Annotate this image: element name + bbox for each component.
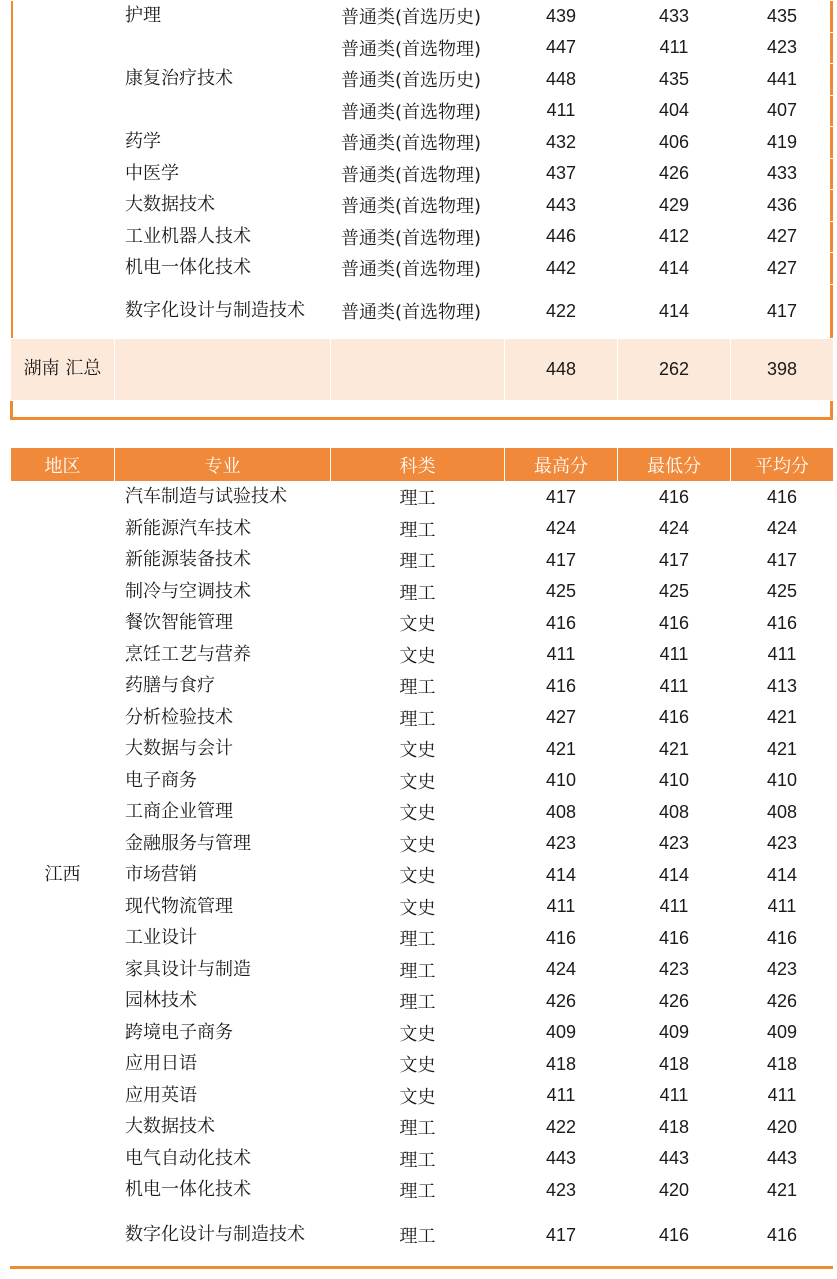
- min-score-cell: 411: [618, 32, 731, 64]
- category-cell: 理工: [331, 1175, 505, 1207]
- category-cell: 理工: [331, 671, 505, 703]
- max-score-cell: 417: [505, 482, 618, 514]
- max-score-cell: 422: [505, 1112, 618, 1144]
- min-score-cell: 443: [618, 1143, 731, 1175]
- avg-score-cell: 425: [731, 576, 834, 608]
- summary-max-score: 448: [505, 338, 618, 400]
- major-cell: 康复治疗技术: [115, 64, 331, 96]
- table-row: [11, 284, 834, 338]
- major-cell: [115, 95, 331, 127]
- header-max-score: 最高分: [505, 448, 618, 482]
- avg-score-cell: 417: [731, 545, 834, 577]
- max-score-cell: 424: [505, 954, 618, 986]
- table-row: [11, 64, 834, 96]
- avg-score-cell: 416: [731, 1206, 834, 1264]
- min-score-cell: 423: [618, 828, 731, 860]
- major-cell: 大数据技术: [115, 190, 331, 222]
- category-cell: 理工: [331, 513, 505, 545]
- min-score-cell: 426: [618, 986, 731, 1018]
- avg-score-cell: 420: [731, 1112, 834, 1144]
- avg-score-cell: 416: [731, 923, 834, 955]
- avg-score-cell: 424: [731, 513, 834, 545]
- min-score-cell: 424: [618, 513, 731, 545]
- max-score-cell: 416: [505, 923, 618, 955]
- category-cell: 文史: [331, 860, 505, 892]
- major-cell: 家具设计与制造: [115, 954, 331, 986]
- max-score-cell: 446: [505, 221, 618, 253]
- max-score-cell: 448: [505, 64, 618, 96]
- major-cell: 分析检验技术: [115, 702, 331, 734]
- max-score-cell: 411: [505, 639, 618, 671]
- min-score-cell: 414: [618, 253, 731, 285]
- category-cell: 普通类(首选物理): [331, 127, 505, 159]
- max-score-cell: 423: [505, 1175, 618, 1207]
- summary-row: [11, 338, 834, 400]
- major-cell: [115, 32, 331, 64]
- category-cell: 文史: [331, 1049, 505, 1081]
- table-row: [11, 1143, 834, 1175]
- min-score-cell: 418: [618, 1112, 731, 1144]
- avg-score-cell: 427: [731, 253, 834, 285]
- max-score-cell: 417: [505, 1206, 618, 1264]
- avg-score-cell: 421: [731, 734, 834, 766]
- region-cell-hunan: [11, 1, 115, 339]
- max-score-cell: 418: [505, 1049, 618, 1081]
- table-row: [11, 1017, 834, 1049]
- major-cell: 工商企业管理: [115, 797, 331, 829]
- table-row: [11, 1, 834, 33]
- category-cell: 文史: [331, 891, 505, 923]
- avg-score-cell: 426: [731, 986, 834, 1018]
- avg-score-cell: 435: [731, 1, 834, 33]
- min-score-cell: 416: [618, 608, 731, 640]
- avg-score-cell: 423: [731, 32, 834, 64]
- max-score-cell: 442: [505, 253, 618, 285]
- max-score-cell: 426: [505, 986, 618, 1018]
- category-cell: 普通类(首选物理): [331, 95, 505, 127]
- min-score-cell: 414: [618, 860, 731, 892]
- max-score-cell: 422: [505, 284, 618, 338]
- major-cell: 数字化设计与制造技术: [115, 284, 331, 338]
- max-score-cell: 417: [505, 545, 618, 577]
- major-cell: 机电一体化技术: [115, 253, 331, 285]
- min-score-cell: 425: [618, 576, 731, 608]
- table-row: [11, 639, 834, 671]
- table-row: [11, 190, 834, 222]
- min-score-cell: 426: [618, 158, 731, 190]
- table-row: [11, 671, 834, 703]
- max-score-cell: 416: [505, 671, 618, 703]
- major-cell: 药学: [115, 127, 331, 159]
- category-cell: 理工: [331, 576, 505, 608]
- min-score-cell: 416: [618, 1206, 731, 1264]
- major-cell: 电子商务: [115, 765, 331, 797]
- category-cell: 文史: [331, 734, 505, 766]
- max-score-cell: 427: [505, 702, 618, 734]
- major-cell: 机电一体化技术: [115, 1175, 331, 1207]
- min-score-cell: 421: [618, 734, 731, 766]
- table-row: [11, 734, 834, 766]
- table-row: [11, 1080, 834, 1112]
- min-score-cell: 411: [618, 639, 731, 671]
- category-cell: 理工: [331, 986, 505, 1018]
- major-cell: 餐饮智能管理: [115, 608, 331, 640]
- major-cell: 现代物流管理: [115, 891, 331, 923]
- min-score-cell: 414: [618, 284, 731, 338]
- table-row: [11, 828, 834, 860]
- max-score-cell: 411: [505, 891, 618, 923]
- table-row: [11, 32, 834, 64]
- summary-avg-score: 398: [731, 338, 834, 400]
- table-header-row: [11, 448, 834, 482]
- min-score-cell: 404: [618, 95, 731, 127]
- table-row: [11, 1049, 834, 1081]
- min-score-cell: 416: [618, 702, 731, 734]
- major-cell: 大数据技术: [115, 1112, 331, 1144]
- avg-score-cell: 427: [731, 221, 834, 253]
- major-cell: 药膳与食疗: [115, 671, 331, 703]
- hunan-score-table: [10, 0, 834, 401]
- avg-score-cell: 423: [731, 828, 834, 860]
- min-score-cell: 420: [618, 1175, 731, 1207]
- min-score-cell: 435: [618, 64, 731, 96]
- major-cell: 工业机器人技术: [115, 221, 331, 253]
- category-cell: 理工: [331, 482, 505, 514]
- jiangxi-score-table: [10, 447, 834, 1265]
- table-row: [11, 221, 834, 253]
- category-cell: 普通类(首选物理): [331, 190, 505, 222]
- avg-score-cell: 416: [731, 608, 834, 640]
- max-score-cell: 421: [505, 734, 618, 766]
- avg-score-cell: 411: [731, 639, 834, 671]
- table-row: [11, 860, 834, 892]
- category-cell: 理工: [331, 954, 505, 986]
- avg-score-cell: 416: [731, 482, 834, 514]
- major-cell: 电气自动化技术: [115, 1143, 331, 1175]
- min-score-cell: 406: [618, 127, 731, 159]
- summary-empty-category: [331, 338, 505, 400]
- max-score-cell: 411: [505, 95, 618, 127]
- jiangxi-table-bottom-border: [10, 1266, 833, 1269]
- table-row: [11, 513, 834, 545]
- table-row: [11, 1112, 834, 1144]
- major-cell: 烹饪工艺与营养: [115, 639, 331, 671]
- max-score-cell: 411: [505, 1080, 618, 1112]
- category-cell: 理工: [331, 1143, 505, 1175]
- category-cell: 理工: [331, 923, 505, 955]
- table-row: [11, 158, 834, 190]
- summary-min-score: 262: [618, 338, 731, 400]
- table-row: [11, 127, 834, 159]
- table-row: [11, 702, 834, 734]
- max-score-cell: 414: [505, 860, 618, 892]
- min-score-cell: 410: [618, 765, 731, 797]
- table-row: [11, 891, 834, 923]
- major-cell: 应用英语: [115, 1080, 331, 1112]
- avg-score-cell: 421: [731, 1175, 834, 1207]
- major-cell: 新能源装备技术: [115, 545, 331, 577]
- table-row: [11, 576, 834, 608]
- min-score-cell: 408: [618, 797, 731, 829]
- major-cell: 护理: [115, 1, 331, 33]
- table-row: [11, 1175, 834, 1207]
- category-cell: 理工: [331, 1112, 505, 1144]
- major-cell: 园林技术: [115, 986, 331, 1018]
- major-cell: 工业设计: [115, 923, 331, 955]
- avg-score-cell: 436: [731, 190, 834, 222]
- major-cell: 金融服务与管理: [115, 828, 331, 860]
- category-cell: 理工: [331, 545, 505, 577]
- region-cell-jiangxi: 江西: [11, 482, 115, 1265]
- major-cell: 应用日语: [115, 1049, 331, 1081]
- min-score-cell: 433: [618, 1, 731, 33]
- avg-score-cell: 433: [731, 158, 834, 190]
- category-cell: 普通类(首选物理): [331, 158, 505, 190]
- table-row: [11, 986, 834, 1018]
- max-score-cell: 443: [505, 190, 618, 222]
- summary-label: 湖南 汇总: [11, 338, 115, 400]
- min-score-cell: 417: [618, 545, 731, 577]
- header-region: 地区: [11, 448, 115, 482]
- avg-score-cell: 417: [731, 284, 834, 338]
- category-cell: 文史: [331, 1080, 505, 1112]
- min-score-cell: 423: [618, 954, 731, 986]
- max-score-cell: 425: [505, 576, 618, 608]
- header-major: 专业: [115, 448, 331, 482]
- max-score-cell: 432: [505, 127, 618, 159]
- max-score-cell: 408: [505, 797, 618, 829]
- major-cell: 中医学: [115, 158, 331, 190]
- table-row: [11, 797, 834, 829]
- min-score-cell: 429: [618, 190, 731, 222]
- table-row: [11, 608, 834, 640]
- avg-score-cell: 418: [731, 1049, 834, 1081]
- category-cell: 文史: [331, 639, 505, 671]
- major-cell: 制冷与空调技术: [115, 576, 331, 608]
- table-row: [11, 954, 834, 986]
- category-cell: 文史: [331, 608, 505, 640]
- avg-score-cell: 409: [731, 1017, 834, 1049]
- summary-empty-major: [115, 338, 331, 400]
- major-cell: 跨境电子商务: [115, 1017, 331, 1049]
- table-row: [11, 765, 834, 797]
- major-cell: 数字化设计与制造技术: [115, 1206, 331, 1264]
- major-cell: 市场营销: [115, 860, 331, 892]
- avg-score-cell: 411: [731, 1080, 834, 1112]
- category-cell: 普通类(首选物理): [331, 253, 505, 285]
- category-cell: 普通类(首选物理): [331, 284, 505, 338]
- avg-score-cell: 414: [731, 860, 834, 892]
- table-row: [11, 253, 834, 285]
- min-score-cell: 412: [618, 221, 731, 253]
- category-cell: 普通类(首选历史): [331, 64, 505, 96]
- avg-score-cell: 411: [731, 891, 834, 923]
- avg-score-cell: 419: [731, 127, 834, 159]
- max-score-cell: 439: [505, 1, 618, 33]
- min-score-cell: 411: [618, 891, 731, 923]
- avg-score-cell: 441: [731, 64, 834, 96]
- major-cell: 汽车制造与试验技术: [115, 482, 331, 514]
- min-score-cell: 416: [618, 482, 731, 514]
- table-row: [11, 95, 834, 127]
- major-cell: 新能源汽车技术: [115, 513, 331, 545]
- category-cell: 理工: [331, 1206, 505, 1264]
- min-score-cell: 409: [618, 1017, 731, 1049]
- max-score-cell: 423: [505, 828, 618, 860]
- max-score-cell: 409: [505, 1017, 618, 1049]
- table-row: [11, 1206, 834, 1264]
- table-row: [11, 545, 834, 577]
- min-score-cell: 411: [618, 671, 731, 703]
- avg-score-cell: 421: [731, 702, 834, 734]
- header-min-score: 最低分: [618, 448, 731, 482]
- max-score-cell: 447: [505, 32, 618, 64]
- max-score-cell: 416: [505, 608, 618, 640]
- avg-score-cell: 443: [731, 1143, 834, 1175]
- header-avg-score: 平均分: [731, 448, 834, 482]
- header-category: 科类: [331, 448, 505, 482]
- avg-score-cell: 423: [731, 954, 834, 986]
- category-cell: 理工: [331, 702, 505, 734]
- max-score-cell: 410: [505, 765, 618, 797]
- category-cell: 普通类(首选物理): [331, 32, 505, 64]
- min-score-cell: 418: [618, 1049, 731, 1081]
- avg-score-cell: 407: [731, 95, 834, 127]
- max-score-cell: 437: [505, 158, 618, 190]
- min-score-cell: 416: [618, 923, 731, 955]
- min-score-cell: 411: [618, 1080, 731, 1112]
- category-cell: 文史: [331, 828, 505, 860]
- category-cell: 文史: [331, 765, 505, 797]
- table-row: [11, 923, 834, 955]
- max-score-cell: 424: [505, 513, 618, 545]
- major-cell: 大数据与会计: [115, 734, 331, 766]
- max-score-cell: 443: [505, 1143, 618, 1175]
- category-cell: 普通类(首选物理): [331, 221, 505, 253]
- table-row: [11, 482, 834, 514]
- avg-score-cell: 413: [731, 671, 834, 703]
- category-cell: 普通类(首选历史): [331, 1, 505, 33]
- avg-score-cell: 410: [731, 765, 834, 797]
- avg-score-cell: 408: [731, 797, 834, 829]
- category-cell: 文史: [331, 797, 505, 829]
- category-cell: 文史: [331, 1017, 505, 1049]
